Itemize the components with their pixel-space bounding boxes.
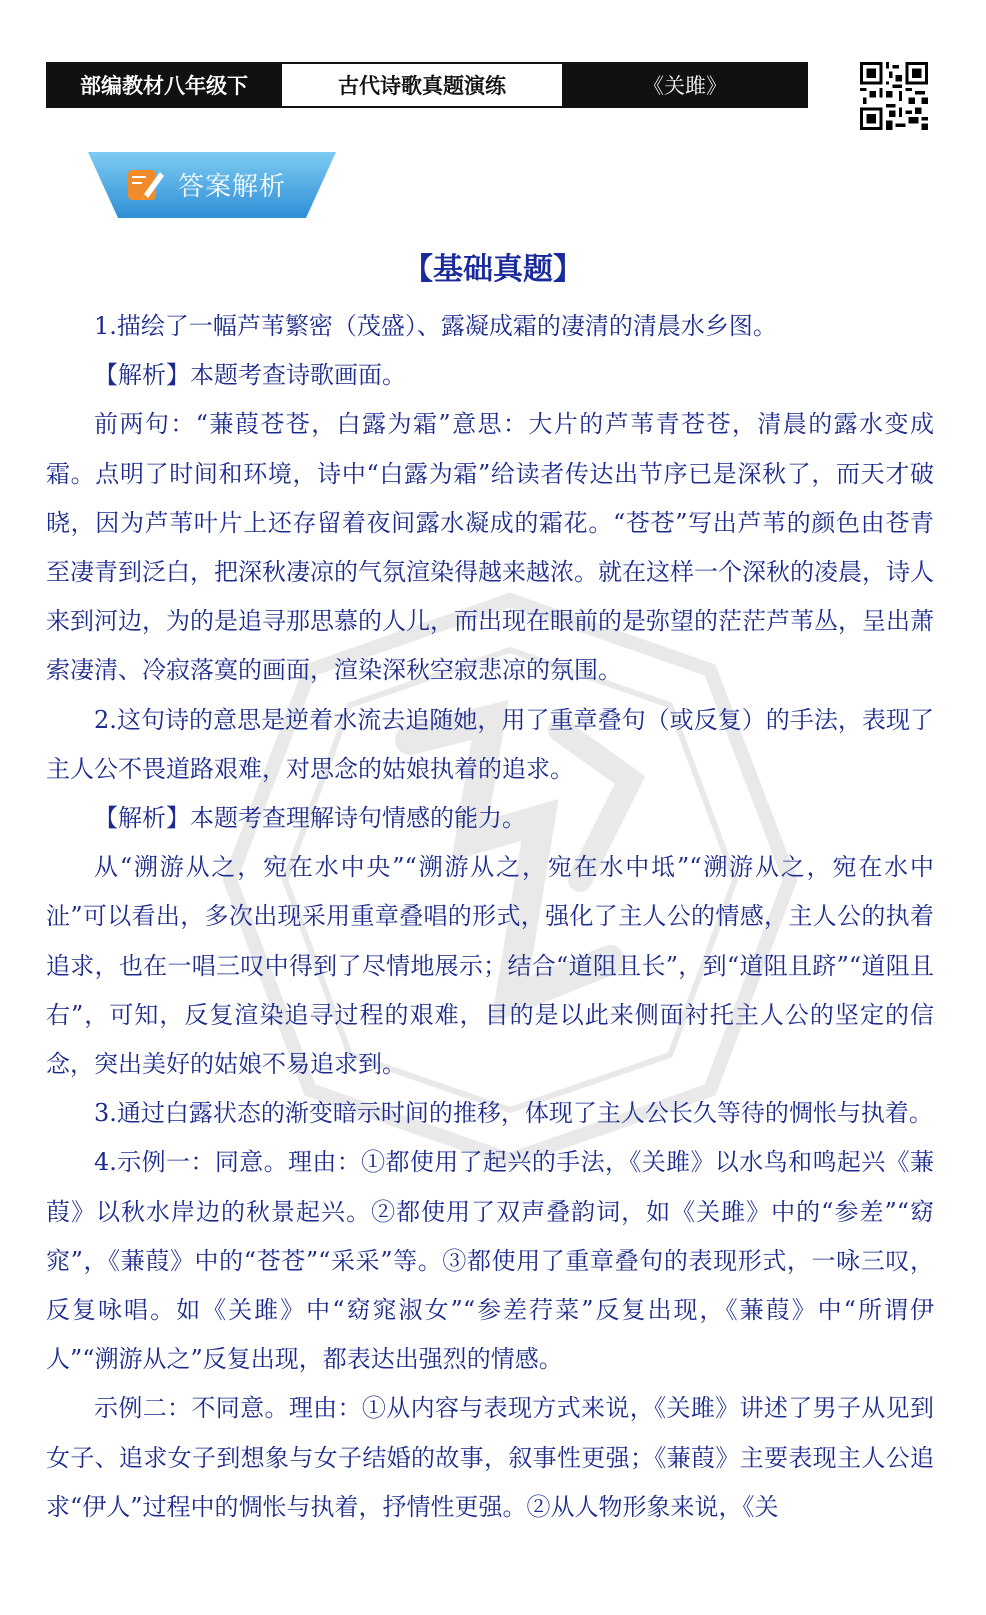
answer-banner-label: 答案解析 xyxy=(178,172,287,202)
header-bar xyxy=(46,62,808,108)
analysis-paragraph: 【解析】本题考查诗歌画面。 xyxy=(94,361,406,390)
header-section: 古代诗歌真题演练 xyxy=(280,64,564,106)
header-subject: 部编教材八年级下 xyxy=(48,64,280,106)
answer-paragraph: 2.这句诗的意思是逆着水流去追随她，用了重章叠句（或反复）的手法，表现了主人公不畏道路艰难，对思念的姑娘执着的追求。 xyxy=(46,705,934,783)
answer-paragraph: 从“溯游从之，宛在水中央”“溯游从之，宛在水中坻”“溯游从之，宛在水中沚”可以看出，多次出现采用重章叠唱的形式，强化了主人公的情感，主人公的执着追求，也在一唱三叹中得到了尽情地展示；结合“道阻且长”，到“道阻且跻”“道阻且右”，可知，反复渲染追寻过程的艰难，目的是以此来侧面衬托主人公的坚定的信念，突出美好的姑娘不易追求到。 xyxy=(46,853,934,1079)
section-title: 【基础真题】 xyxy=(403,252,583,287)
answer-paragraph: 示例二：不同意。理由：①从内容与表现方式来说，《关雎》讲述了男子从见到女子、追求女子到想象与女子结婚的故事，叙事性更强；《蒹葭》主要表现主人公追求“伊人”过程中的惆怅与执着，抒情性更强。②从人物形象来说，《关 xyxy=(46,1394,934,1521)
pencil-note-icon xyxy=(126,166,166,202)
answer-paragraph: 1.描绘了一幅芦苇繁密（茂盛）、露凝成霜的凄清的清晨水乡图。 xyxy=(94,312,777,340)
answer-paragraph: 4.示例一：同意。理由：①都使用了起兴的手法，《关雎》以水鸟和鸣起兴《蒹葭》以秋水岸边的秋景起兴。②都使用了双声叠韵词，如《关雎》中的“参差”“窈窕”，《蒹葭》中的“苍苍”“采采”等。③都使用了重章叠句的表现形式，一咏三叹，反复咏唱。如《关雎》中“窈窕淑女”“参差荇菜”反复出现，《蒹葭》中“所谓伊人”“溯游从之”反复出现，都表达出强烈的情感。 xyxy=(46,1148,934,1374)
header-poem: 《关雎》 xyxy=(564,64,806,106)
answer-paragraph: 前两句：“蒹葭苍苍，白露为霜”意思：大片的芦苇青苍苍，清晨的露水变成霜。点明了时间和环境，诗中“白露为霜”给读者传达出节序已是深秋了，而天才破晓，因为芦苇叶片上还存留着夜间露水凝成的霜花。“苍苍”写出芦苇的颜色由苍青至凄青到泛白，把深秋凄凉的气氛渲染得越来越浓。就在这样一个深秋的凌晨，诗人来到河边，为的是追寻那思慕的人儿，而出现在眼前的是弥望的茫茫芦苇丛，呈出萧索凄清、冷寂落寞的画面，渲染深秋空寂悲凉的氛围。 xyxy=(46,410,934,685)
answer-content xyxy=(46,302,934,1532)
qr-code-icon[interactable] xyxy=(860,62,928,130)
analysis-paragraph: 【解析】本题考查理解诗句情感的能力。 xyxy=(94,804,526,833)
answer-paragraph: 3.通过白露状态的渐变暗示时间的推移，体现了主人公长久等待的惆怅与执着。 xyxy=(94,1099,933,1128)
